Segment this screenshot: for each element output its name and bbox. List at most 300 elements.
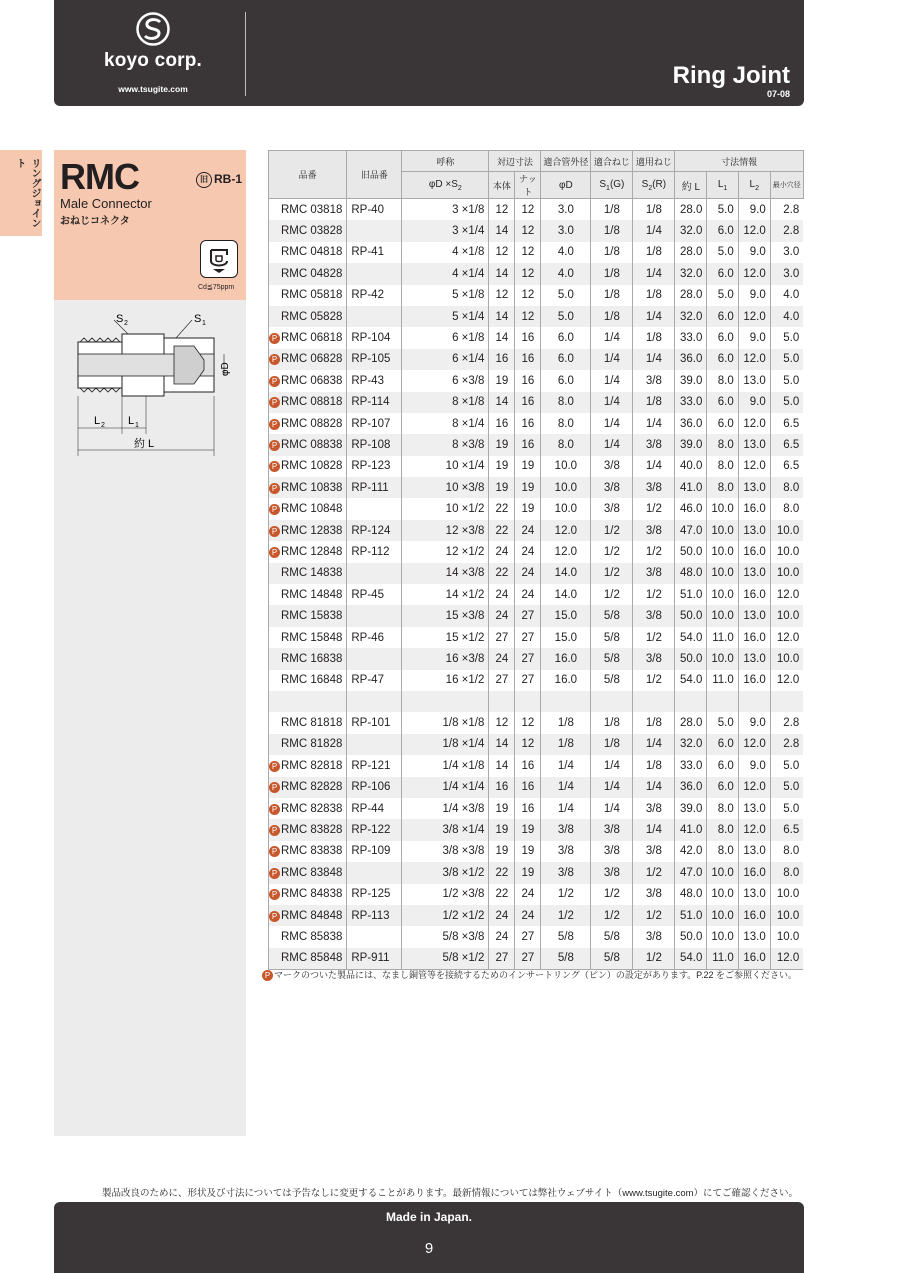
nut-size-cell: 24 [515, 563, 541, 584]
l1-cell: 6.0 [707, 349, 738, 370]
col-thread-sub: $S_1(G)$ [591, 172, 633, 199]
l1-cell: 10.0 [707, 541, 738, 562]
thread-s2-cell: 1/2 [633, 670, 675, 691]
old-part-cell: RP-121 [347, 755, 402, 776]
nominal-cell: 8 ×1/4 [402, 413, 489, 434]
part-number: RMC 06818 [281, 332, 343, 345]
nut-size-cell: 19 [515, 841, 541, 862]
l2-cell: 12.0 [738, 263, 770, 284]
tube-od-cell: 5.0 [541, 285, 591, 306]
part-number-cell [269, 584, 347, 605]
p-mark-icon: P [269, 846, 280, 857]
thread-s2-cell: 3/8 [633, 434, 675, 455]
part-number-cell [269, 627, 347, 648]
thread-s1-cell: 1/2 [591, 541, 633, 562]
part-number-cell [269, 755, 347, 776]
nut-size-cell: 12 [515, 306, 541, 327]
nut-size-cell [515, 691, 541, 712]
p-mark-icon: P [269, 376, 280, 387]
l1-cell: 6.0 [707, 413, 738, 434]
nominal-cell: 10 ×3/8 [402, 477, 489, 498]
nut-size-cell: 16 [515, 349, 541, 370]
length-cell: 48.0 [675, 563, 707, 584]
min-hole-cell: 10.0 [770, 905, 803, 926]
tube-od-cell: 8.0 [541, 434, 591, 455]
header-row-1 [269, 151, 804, 172]
part-number-cell [269, 327, 347, 348]
l2-cell: 9.0 [738, 392, 770, 413]
nominal-cell: 3/8 ×3/8 [402, 841, 489, 862]
nominal-cell: 15 ×3/8 [402, 605, 489, 626]
p-mark-icon: P [269, 804, 280, 815]
thread-s1-cell: 3/8 [591, 862, 633, 883]
l1-cell: 10.0 [707, 520, 738, 541]
body-size-cell: 24 [489, 541, 515, 562]
p-mark-icon: P [269, 889, 280, 900]
part-number: RMC 12838 [281, 524, 343, 537]
nut-size-cell: 12 [515, 263, 541, 284]
min-hole-cell: 10.0 [770, 520, 803, 541]
nut-size-cell: 19 [515, 862, 541, 883]
old-part-cell: RP-111 [347, 477, 402, 498]
part-number-cell [269, 520, 347, 541]
part-number: RMC 82818 [281, 759, 343, 772]
tube-od-cell: 15.0 [541, 627, 591, 648]
side-tab [0, 150, 42, 236]
table-row [269, 498, 804, 519]
l2-cell: 13.0 [738, 605, 770, 626]
thread-s2-cell: 3/8 [633, 370, 675, 391]
min-hole-cell: 2.8 [770, 220, 803, 241]
thread-s1-cell: 1/2 [591, 884, 633, 905]
length-cell: 54.0 [675, 670, 707, 691]
l1-cell: 5.0 [707, 242, 738, 263]
col-min-hole: 最小穴径 [770, 172, 803, 199]
nominal-cell: 1/4 ×1/8 [402, 755, 489, 776]
tube-od-cell: 4.0 [541, 242, 591, 263]
l2-cell: 12.0 [738, 456, 770, 477]
thread-s2-cell: 1/4 [633, 220, 675, 241]
table-row [269, 926, 804, 947]
thread-s2-cell: 1/8 [633, 712, 675, 733]
page-header [54, 0, 804, 106]
l2-cell: 12.0 [738, 819, 770, 840]
thread-s2-cell: 1/4 [633, 413, 675, 434]
l2-cell: 9.0 [738, 327, 770, 348]
nominal-cell: 6 ×1/8 [402, 327, 489, 348]
s2-subscript: 2 [124, 320, 128, 327]
part-number: RMC 12848 [281, 545, 343, 558]
length-cell: 42.0 [675, 841, 707, 862]
part-number: RMC 15838 [281, 610, 343, 623]
nominal-cell: 8 ×3/8 [402, 434, 489, 455]
thread-s1-cell: 1/4 [591, 349, 633, 370]
length-cell: 32.0 [675, 734, 707, 755]
tube-od-cell: 3/8 [541, 841, 591, 862]
l2-cell: 9.0 [738, 242, 770, 263]
tube-od-cell: 3.0 [541, 199, 591, 221]
part-number: RMC 10828 [281, 460, 343, 473]
old-part-cell: RP-45 [347, 584, 402, 605]
thread-s2-cell: 1/4 [633, 306, 675, 327]
table-row [269, 199, 804, 221]
l1-cell: 6.0 [707, 734, 738, 755]
part-number: RMC 06828 [281, 353, 343, 366]
nominal-cell: 3 ×1/8 [402, 199, 489, 221]
nut-size-cell: 19 [515, 456, 541, 477]
l1-cell: 10.0 [707, 498, 738, 519]
l1-cell: 5.0 [707, 285, 738, 306]
page-footer [54, 1202, 804, 1273]
part-number-cell [269, 413, 347, 434]
l2-cell: 16.0 [738, 905, 770, 926]
thread-s2-cell: 3/8 [633, 520, 675, 541]
table-row [269, 263, 804, 284]
l2-cell: 13.0 [738, 798, 770, 819]
cadmium-free-icon [200, 240, 238, 278]
l1-cell: 11.0 [707, 670, 738, 691]
old-part-cell: RP-112 [347, 541, 402, 562]
min-hole-cell: 2.8 [770, 734, 803, 755]
tube-od-cell: 1/4 [541, 777, 591, 798]
footnote: 製品改良のために、形状及び寸法については予告なしに変更することがあります。最新情報については弊社ウェブサイト（www.tsugite.com）にてご確認ください。 [101, 1188, 799, 1199]
col-part: 品番 [269, 151, 347, 199]
part-number: RMC 84848 [281, 909, 343, 922]
thread-s1-cell [591, 691, 633, 712]
thread-s2-cell: 3/8 [633, 605, 675, 626]
thread-s1-cell: 1/2 [591, 563, 633, 584]
nut-size-cell: 16 [515, 777, 541, 798]
nut-size-cell: 16 [515, 413, 541, 434]
part-number-cell [269, 605, 347, 626]
nut-size-cell: 24 [515, 541, 541, 562]
min-hole-cell: 5.0 [770, 327, 803, 348]
old-part-cell: RP-911 [347, 948, 402, 970]
table-row [269, 798, 804, 819]
body-size-cell: 27 [489, 948, 515, 970]
thread-s1-cell: 1/8 [591, 734, 633, 755]
length-cell: 33.0 [675, 327, 707, 348]
nut-size-cell: 12 [515, 242, 541, 263]
part-number: RMC 10848 [281, 503, 343, 516]
body-size-cell: 19 [489, 819, 515, 840]
table-row [269, 520, 804, 541]
thread-s2-cell: 1/2 [633, 948, 675, 970]
p-mark-icon: P [269, 483, 280, 494]
made-in-japan: Made in Japan. [385, 1210, 473, 1224]
length-cell: 36.0 [675, 777, 707, 798]
col-about-l: 約 L [675, 172, 707, 199]
col-od-sub: φD [541, 172, 591, 199]
nut-size-cell: 24 [515, 884, 541, 905]
part-number-cell [269, 948, 347, 970]
insert-ring-note [262, 968, 797, 981]
length-cell: 54.0 [675, 627, 707, 648]
table-row [269, 819, 804, 840]
tube-od-cell: 14.0 [541, 563, 591, 584]
min-hole-cell: 2.8 [770, 712, 803, 733]
thread-s2-cell: 1/4 [633, 819, 675, 840]
old-part-cell [347, 691, 402, 712]
nominal-cell: 1/8 ×1/8 [402, 712, 489, 733]
l2-cell: 16.0 [738, 862, 770, 883]
thread-s2-cell: 1/2 [633, 584, 675, 605]
l1-cell: 8.0 [707, 456, 738, 477]
length-cell: 41.0 [675, 477, 707, 498]
table-row [269, 884, 804, 905]
length-cell: 28.0 [675, 285, 707, 306]
tube-od-cell: 10.0 [541, 456, 591, 477]
nominal-cell: 14 ×1/2 [402, 584, 489, 605]
body-size-cell: 12 [489, 285, 515, 306]
thread-s2-cell [633, 691, 675, 712]
old-part-cell: RP-42 [347, 285, 402, 306]
l2-cell: 13.0 [738, 370, 770, 391]
old-part-cell [347, 648, 402, 669]
min-hole-cell: 2.8 [770, 199, 803, 221]
l1-cell: 8.0 [707, 819, 738, 840]
tube-od-cell: 5/8 [541, 926, 591, 947]
l2-cell: 9.0 [738, 199, 770, 221]
thread-s1-cell: 3/8 [591, 456, 633, 477]
body-size-cell: 22 [489, 498, 515, 519]
l2-cell: 16.0 [738, 584, 770, 605]
part-number-cell [269, 777, 347, 798]
thread-s2-cell: 1/4 [633, 777, 675, 798]
thread-s1-cell: 1/2 [591, 584, 633, 605]
thread-s2-cell: 1/4 [633, 263, 675, 284]
tube-od-cell: 8.0 [541, 413, 591, 434]
p-mark-icon: P [269, 354, 280, 365]
table-row [269, 627, 804, 648]
old-part-cell: RP-40 [347, 199, 402, 221]
nut-size-cell: 27 [515, 948, 541, 970]
p-mark-icon: P [269, 868, 280, 879]
header-divider [245, 12, 246, 96]
nominal-cell: 16 ×1/2 [402, 670, 489, 691]
table-row [269, 456, 804, 477]
p-mark-icon: P [269, 547, 280, 558]
old-part-cell: RP-43 [347, 370, 402, 391]
tube-od-cell: 16.0 [541, 648, 591, 669]
part-number-cell [269, 220, 347, 241]
l1-cell: 10.0 [707, 584, 738, 605]
min-hole-cell: 10.0 [770, 563, 803, 584]
thread-s1-cell: 5/8 [591, 627, 633, 648]
body-size-cell: 14 [489, 392, 515, 413]
old-part-cell: RP-47 [347, 670, 402, 691]
tube-od-cell: 12.0 [541, 520, 591, 541]
s1-label: S [194, 313, 202, 325]
about-l-label: 約 L [134, 438, 155, 450]
length-cell: 46.0 [675, 498, 707, 519]
old-part-cell: RP-123 [347, 456, 402, 477]
body-size-cell: 19 [489, 370, 515, 391]
part-number: RMC 05818 [281, 289, 343, 302]
nut-size-cell: 27 [515, 670, 541, 691]
nominal-cell: 5 ×1/8 [402, 285, 489, 306]
nut-size-cell: 27 [515, 605, 541, 626]
table-row [269, 306, 804, 327]
body-size-cell: 12 [489, 242, 515, 263]
tube-od-cell: 4.0 [541, 263, 591, 284]
part-number: RMC 82828 [281, 781, 343, 794]
nut-size-cell: 12 [515, 712, 541, 733]
l1-cell [707, 691, 738, 712]
thread-s2-cell: 1/2 [633, 905, 675, 926]
p-mark-icon: P [269, 461, 280, 472]
table-row [269, 691, 804, 712]
l1-cell: 11.0 [707, 948, 738, 970]
nominal-cell: 3 ×1/4 [402, 220, 489, 241]
nut-size-cell: 19 [515, 477, 541, 498]
thread-s2-cell: 1/4 [633, 734, 675, 755]
table-row [269, 413, 804, 434]
body-size-cell: 14 [489, 734, 515, 755]
part-number-cell [269, 862, 347, 883]
l2-cell: 13.0 [738, 520, 770, 541]
min-hole-cell: 12.0 [770, 670, 803, 691]
min-hole-cell: 8.0 [770, 498, 803, 519]
part-number-cell [269, 242, 347, 263]
nominal-cell: 8 ×1/8 [402, 392, 489, 413]
p-mark-icon: P [269, 333, 280, 344]
koyo-logo-icon [136, 12, 170, 46]
body-size-cell: 14 [489, 220, 515, 241]
body-size-cell: 14 [489, 263, 515, 284]
col-apply: 適用ねじ [633, 151, 675, 172]
l2-cell: 16.0 [738, 627, 770, 648]
body-size-cell: 22 [489, 862, 515, 883]
thread-s2-cell: 3/8 [633, 926, 675, 947]
thread-s1-cell: 1/4 [591, 370, 633, 391]
body-size-cell: 24 [489, 905, 515, 926]
p-mark-icon: P [269, 825, 280, 836]
nut-size-cell: 12 [515, 285, 541, 306]
body-size-cell: 27 [489, 627, 515, 648]
length-cell: 33.0 [675, 392, 707, 413]
table-row [269, 734, 804, 755]
col-od: 適合管外径 [541, 151, 591, 172]
length-cell: 50.0 [675, 648, 707, 669]
nominal-cell: 12 ×3/8 [402, 520, 489, 541]
min-hole-cell: 4.0 [770, 306, 803, 327]
table-row [269, 712, 804, 733]
l1-cell: 10.0 [707, 862, 738, 883]
min-hole-cell: 10.0 [770, 541, 803, 562]
min-hole-cell: 4.0 [770, 285, 803, 306]
min-hole-cell: 12.0 [770, 627, 803, 648]
length-cell: 39.0 [675, 434, 707, 455]
nominal-cell: 3/8 ×1/2 [402, 862, 489, 883]
part-number-cell [269, 306, 347, 327]
length-cell: 39.0 [675, 798, 707, 819]
tube-od-cell: 6.0 [541, 370, 591, 391]
table-row [269, 605, 804, 626]
nut-size-cell: 16 [515, 370, 541, 391]
table-row [269, 349, 804, 370]
nut-size-cell: 16 [515, 392, 541, 413]
length-cell: 32.0 [675, 220, 707, 241]
thread-s1-cell: 5/8 [591, 926, 633, 947]
p-mark-icon: P [269, 911, 280, 922]
part-number-cell [269, 563, 347, 584]
nut-size-cell: 24 [515, 584, 541, 605]
thread-s2-cell: 1/2 [633, 862, 675, 883]
tube-od-cell: 3/8 [541, 862, 591, 883]
brand-url: www.tsugite.com [118, 84, 188, 94]
thread-s1-cell: 3/8 [591, 841, 633, 862]
part-number-cell [269, 648, 347, 669]
part-number-cell [269, 670, 347, 691]
tube-od-cell: 10.0 [541, 477, 591, 498]
part-number: RMC 15848 [281, 631, 343, 644]
part-number: RMC 85838 [281, 930, 343, 943]
old-part-cell [347, 605, 402, 626]
l2-cell: 13.0 [738, 648, 770, 669]
body-size-cell: 27 [489, 670, 515, 691]
thread-s2-cell: 3/8 [633, 841, 675, 862]
tube-od-cell: 1/4 [541, 755, 591, 776]
l1-cell: 8.0 [707, 370, 738, 391]
length-cell: 54.0 [675, 948, 707, 970]
length-cell: 51.0 [675, 584, 707, 605]
thread-s2-cell: 3/8 [633, 884, 675, 905]
nut-size-cell: 16 [515, 434, 541, 455]
part-number: RMC 84838 [281, 888, 343, 901]
min-hole-cell: 8.0 [770, 477, 803, 498]
part-number-cell [269, 392, 347, 413]
part-number: RMC 82838 [281, 802, 343, 815]
part-number-cell [269, 905, 347, 926]
p-mark-icon: P [269, 397, 280, 408]
thread-s2-cell: 1/8 [633, 327, 675, 348]
l2-cell: 13.0 [738, 926, 770, 947]
old-part-cell: RP-44 [347, 798, 402, 819]
l2-cell: 12.0 [738, 349, 770, 370]
l1-cell: 11.0 [707, 627, 738, 648]
part-number-cell [269, 841, 347, 862]
nut-size-cell: 24 [515, 905, 541, 926]
l2-cell: 9.0 [738, 755, 770, 776]
length-cell [675, 691, 707, 712]
part-number-cell [269, 691, 347, 712]
l2-cell: 13.0 [738, 884, 770, 905]
tube-od-cell: 5/8 [541, 948, 591, 970]
section-code: 07-08 [766, 89, 790, 99]
length-cell: 40.0 [675, 456, 707, 477]
thread-s1-cell: 3/8 [591, 477, 633, 498]
thread-s2-cell: 1/8 [633, 199, 675, 221]
col-nominal-sub: $\varphi D \times S_2$ [402, 172, 489, 199]
l1-label: L [128, 415, 135, 427]
nominal-cell: 10 ×1/2 [402, 498, 489, 519]
part-number-cell [269, 926, 347, 947]
thread-s1-cell: 1/4 [591, 777, 633, 798]
nut-size-cell: 19 [515, 819, 541, 840]
min-hole-cell: 5.0 [770, 392, 803, 413]
min-hole-cell: 10.0 [770, 605, 803, 626]
table-row [269, 327, 804, 348]
l1-cell: 10.0 [707, 905, 738, 926]
old-part-cell: RP-107 [347, 413, 402, 434]
thread-s1-cell: 1/8 [591, 285, 633, 306]
table-row [269, 220, 804, 241]
part-number-cell [269, 541, 347, 562]
tube-od-cell: 1/8 [541, 712, 591, 733]
min-hole-cell: 6.5 [770, 413, 803, 434]
l1-cell: 10.0 [707, 605, 738, 626]
